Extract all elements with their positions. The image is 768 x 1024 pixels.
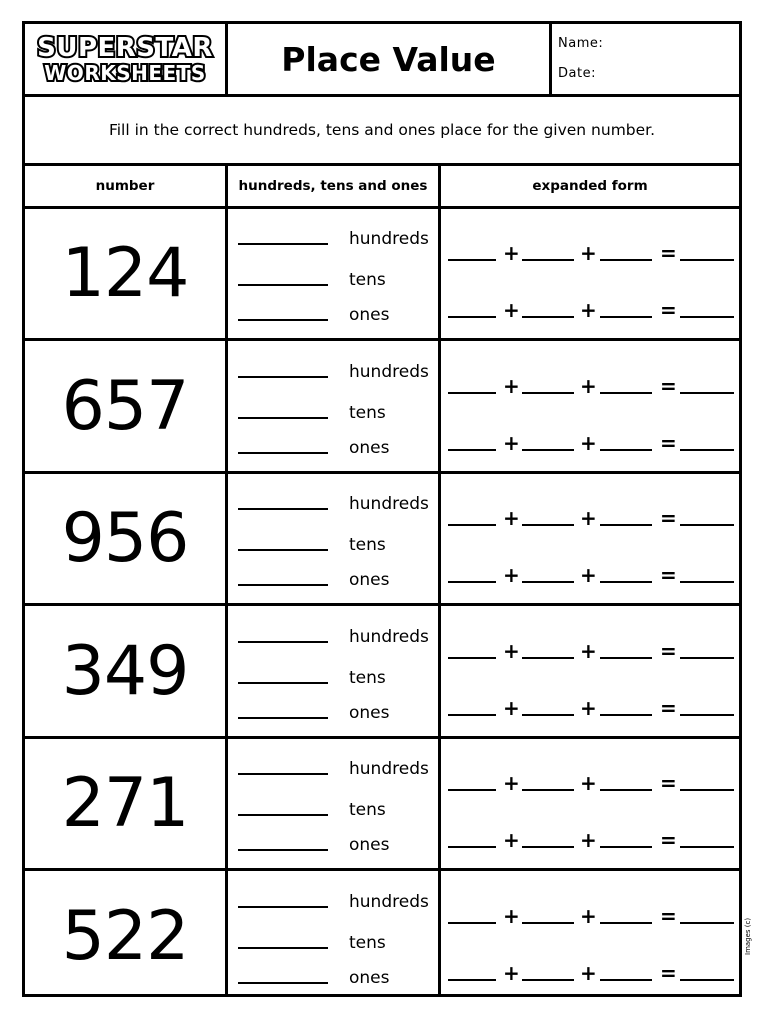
tens-label: tens bbox=[349, 933, 386, 953]
given-number: 124 bbox=[61, 234, 189, 313]
place-value-cell bbox=[228, 209, 438, 338]
sum-blank[interactable] bbox=[680, 846, 734, 848]
addend-blank[interactable] bbox=[522, 524, 574, 526]
given-number: 657 bbox=[61, 367, 189, 446]
plus-sign: + bbox=[503, 696, 520, 720]
sum-blank[interactable] bbox=[680, 392, 734, 394]
addend-blank[interactable] bbox=[600, 581, 652, 583]
plus-sign: + bbox=[503, 431, 520, 455]
sum-blank[interactable] bbox=[680, 657, 734, 659]
equals-sign: = bbox=[660, 696, 677, 720]
ones-label: ones bbox=[349, 305, 390, 325]
tens-blank[interactable] bbox=[238, 814, 328, 816]
hundreds-label: hundreds bbox=[349, 494, 429, 514]
plus-sign: + bbox=[503, 904, 520, 928]
addend-blank[interactable] bbox=[600, 789, 652, 791]
table-row bbox=[25, 872, 739, 1004]
expanded-equation bbox=[448, 561, 738, 587]
addend-blank[interactable] bbox=[600, 922, 652, 924]
plus-sign: + bbox=[503, 241, 520, 265]
plus-sign: + bbox=[503, 828, 520, 852]
place-value-cell bbox=[228, 872, 438, 1001]
sum-blank[interactable] bbox=[680, 922, 734, 924]
addend-blank[interactable] bbox=[600, 714, 652, 716]
equals-sign: = bbox=[660, 639, 677, 663]
addend-blank[interactable] bbox=[600, 316, 652, 318]
given-number: 522 bbox=[61, 897, 189, 976]
logo-line-1: SUPERSTAR bbox=[37, 33, 213, 63]
name-label: Name: bbox=[558, 36, 604, 51]
given-number: 271 bbox=[61, 764, 189, 843]
plus-sign: + bbox=[580, 298, 597, 322]
image-credit: Images (c) bbox=[744, 917, 752, 955]
tens-label: tens bbox=[349, 270, 386, 290]
equals-sign: = bbox=[660, 563, 677, 587]
place-value-cell bbox=[228, 607, 438, 736]
ones-blank[interactable] bbox=[238, 452, 328, 454]
sum-blank[interactable] bbox=[680, 449, 734, 451]
addend-blank[interactable] bbox=[448, 449, 496, 451]
tens-blank[interactable] bbox=[238, 947, 328, 949]
plus-sign: + bbox=[503, 506, 520, 530]
addend-blank[interactable] bbox=[522, 259, 574, 261]
expanded-equation bbox=[448, 826, 738, 852]
equals-sign: = bbox=[660, 828, 677, 852]
ones-label: ones bbox=[349, 438, 390, 458]
addend-blank[interactable] bbox=[522, 714, 574, 716]
ones-blank[interactable] bbox=[238, 319, 328, 321]
hundreds-label: hundreds bbox=[349, 362, 429, 382]
expanded-equation bbox=[448, 694, 738, 720]
superstar-logo bbox=[25, 24, 228, 94]
row-divider bbox=[25, 338, 739, 341]
hundreds-label: hundreds bbox=[349, 229, 429, 249]
ones-blank[interactable] bbox=[238, 717, 328, 719]
header bbox=[25, 24, 739, 97]
hundreds-blank[interactable] bbox=[238, 376, 328, 378]
plus-sign: + bbox=[503, 639, 520, 663]
addend-blank[interactable] bbox=[522, 922, 574, 924]
table-row bbox=[25, 342, 739, 474]
addend-blank[interactable] bbox=[448, 789, 496, 791]
expanded-equation bbox=[448, 959, 738, 985]
tens-label: tens bbox=[349, 403, 386, 423]
sum-blank[interactable] bbox=[680, 581, 734, 583]
column-header-number: number bbox=[95, 178, 155, 194]
addend-blank[interactable] bbox=[522, 846, 574, 848]
plus-sign: + bbox=[580, 639, 597, 663]
plus-sign: + bbox=[503, 298, 520, 322]
expanded-form-cell bbox=[441, 209, 739, 338]
addend-blank[interactable] bbox=[522, 979, 574, 981]
plus-sign: + bbox=[503, 961, 520, 985]
worksheet bbox=[22, 21, 742, 997]
ones-blank[interactable] bbox=[238, 982, 328, 984]
tens-label: tens bbox=[349, 800, 386, 820]
addend-blank[interactable] bbox=[448, 657, 496, 659]
sum-blank[interactable] bbox=[680, 259, 734, 261]
sum-blank[interactable] bbox=[680, 979, 734, 981]
plus-sign: + bbox=[503, 771, 520, 795]
addend-blank[interactable] bbox=[600, 846, 652, 848]
logo-line-2: WORKSHEETS bbox=[44, 61, 206, 85]
tens-blank[interactable] bbox=[238, 549, 328, 551]
hundreds-blank[interactable] bbox=[238, 641, 328, 643]
addend-blank[interactable] bbox=[522, 581, 574, 583]
tens-blank[interactable] bbox=[238, 417, 328, 419]
hundreds-blank[interactable] bbox=[238, 243, 328, 245]
addend-blank[interactable] bbox=[448, 259, 496, 261]
row-divider bbox=[25, 868, 739, 871]
plus-sign: + bbox=[580, 828, 597, 852]
hundreds-blank[interactable] bbox=[238, 906, 328, 908]
equals-sign: = bbox=[660, 771, 677, 795]
equals-sign: = bbox=[660, 298, 677, 322]
column-header-expanded: expanded form bbox=[532, 178, 648, 194]
expanded-form-cell bbox=[441, 474, 739, 603]
tens-blank[interactable] bbox=[238, 284, 328, 286]
equals-sign: = bbox=[660, 961, 677, 985]
table-row bbox=[25, 607, 739, 739]
sum-blank[interactable] bbox=[680, 524, 734, 526]
tens-label: tens bbox=[349, 535, 386, 555]
column-divider-1 bbox=[225, 166, 228, 994]
ones-blank[interactable] bbox=[238, 849, 328, 851]
table-row bbox=[25, 209, 739, 341]
table-row bbox=[25, 739, 739, 871]
ones-label: ones bbox=[349, 968, 390, 988]
equals-sign: = bbox=[660, 374, 677, 398]
table-row bbox=[25, 474, 739, 606]
hundreds-label: hundreds bbox=[349, 892, 429, 912]
sum-blank[interactable] bbox=[680, 789, 734, 791]
addend-blank[interactable] bbox=[448, 714, 496, 716]
row-divider bbox=[25, 603, 739, 606]
place-value-cell bbox=[228, 739, 438, 868]
equals-sign: = bbox=[660, 904, 677, 928]
hundreds-blank[interactable] bbox=[238, 773, 328, 775]
given-number: 956 bbox=[61, 499, 189, 578]
addend-blank[interactable] bbox=[448, 316, 496, 318]
plus-sign: + bbox=[580, 771, 597, 795]
expanded-equation bbox=[448, 504, 738, 530]
date-label: Date: bbox=[558, 66, 596, 81]
expanded-equation bbox=[448, 902, 738, 928]
sum-blank[interactable] bbox=[680, 316, 734, 318]
addend-blank[interactable] bbox=[600, 392, 652, 394]
addend-blank[interactable] bbox=[448, 392, 496, 394]
hundreds-label: hundreds bbox=[349, 759, 429, 779]
equals-sign: = bbox=[660, 431, 677, 455]
addend-blank[interactable] bbox=[448, 922, 496, 924]
expanded-form-cell bbox=[441, 342, 739, 471]
addend-blank[interactable] bbox=[522, 392, 574, 394]
expanded-equation bbox=[448, 429, 738, 455]
place-value-cell bbox=[228, 474, 438, 603]
sum-blank[interactable] bbox=[680, 714, 734, 716]
ones-label: ones bbox=[349, 570, 390, 590]
expanded-form-cell bbox=[441, 872, 739, 1001]
place-value-cell bbox=[228, 342, 438, 471]
tens-blank[interactable] bbox=[238, 682, 328, 684]
tens-label: tens bbox=[349, 668, 386, 688]
expanded-equation bbox=[448, 239, 738, 265]
ones-label: ones bbox=[349, 703, 390, 723]
page-title: Place Value bbox=[228, 24, 552, 94]
equals-sign: = bbox=[660, 506, 677, 530]
plus-sign: + bbox=[580, 961, 597, 985]
addend-blank[interactable] bbox=[600, 259, 652, 261]
addend-blank[interactable] bbox=[600, 979, 652, 981]
expanded-form-cell bbox=[441, 607, 739, 736]
hundreds-blank[interactable] bbox=[238, 508, 328, 510]
plus-sign: + bbox=[580, 563, 597, 587]
name-date-box bbox=[555, 24, 739, 94]
addend-blank[interactable] bbox=[522, 449, 574, 451]
plus-sign: + bbox=[580, 904, 597, 928]
addend-blank[interactable] bbox=[448, 979, 496, 981]
expanded-equation bbox=[448, 296, 738, 322]
expanded-equation bbox=[448, 637, 738, 663]
plus-sign: + bbox=[580, 374, 597, 398]
plus-sign: + bbox=[503, 563, 520, 587]
addend-blank[interactable] bbox=[522, 657, 574, 659]
plus-sign: + bbox=[580, 696, 597, 720]
addend-blank[interactable] bbox=[522, 316, 574, 318]
ones-label: ones bbox=[349, 835, 390, 855]
column-header-place: hundreds, tens and ones bbox=[238, 178, 428, 194]
addend-blank[interactable] bbox=[448, 846, 496, 848]
expanded-equation bbox=[448, 372, 738, 398]
expanded-form-cell bbox=[441, 739, 739, 868]
ones-blank[interactable] bbox=[238, 584, 328, 586]
column-divider-2 bbox=[438, 166, 441, 994]
addend-blank[interactable] bbox=[522, 789, 574, 791]
instructions: Fill in the correct hundreds, tens and ones place for the given number. bbox=[25, 97, 739, 166]
plus-sign: + bbox=[503, 374, 520, 398]
hundreds-label: hundreds bbox=[349, 627, 429, 647]
equals-sign: = bbox=[660, 241, 677, 265]
addend-blank[interactable] bbox=[600, 524, 652, 526]
plus-sign: + bbox=[580, 241, 597, 265]
plus-sign: + bbox=[580, 431, 597, 455]
addend-blank[interactable] bbox=[600, 449, 652, 451]
plus-sign: + bbox=[580, 506, 597, 530]
addend-blank[interactable] bbox=[448, 524, 496, 526]
addend-blank[interactable] bbox=[448, 581, 496, 583]
expanded-equation bbox=[448, 769, 738, 795]
given-number: 349 bbox=[61, 632, 189, 711]
addend-blank[interactable] bbox=[600, 657, 652, 659]
